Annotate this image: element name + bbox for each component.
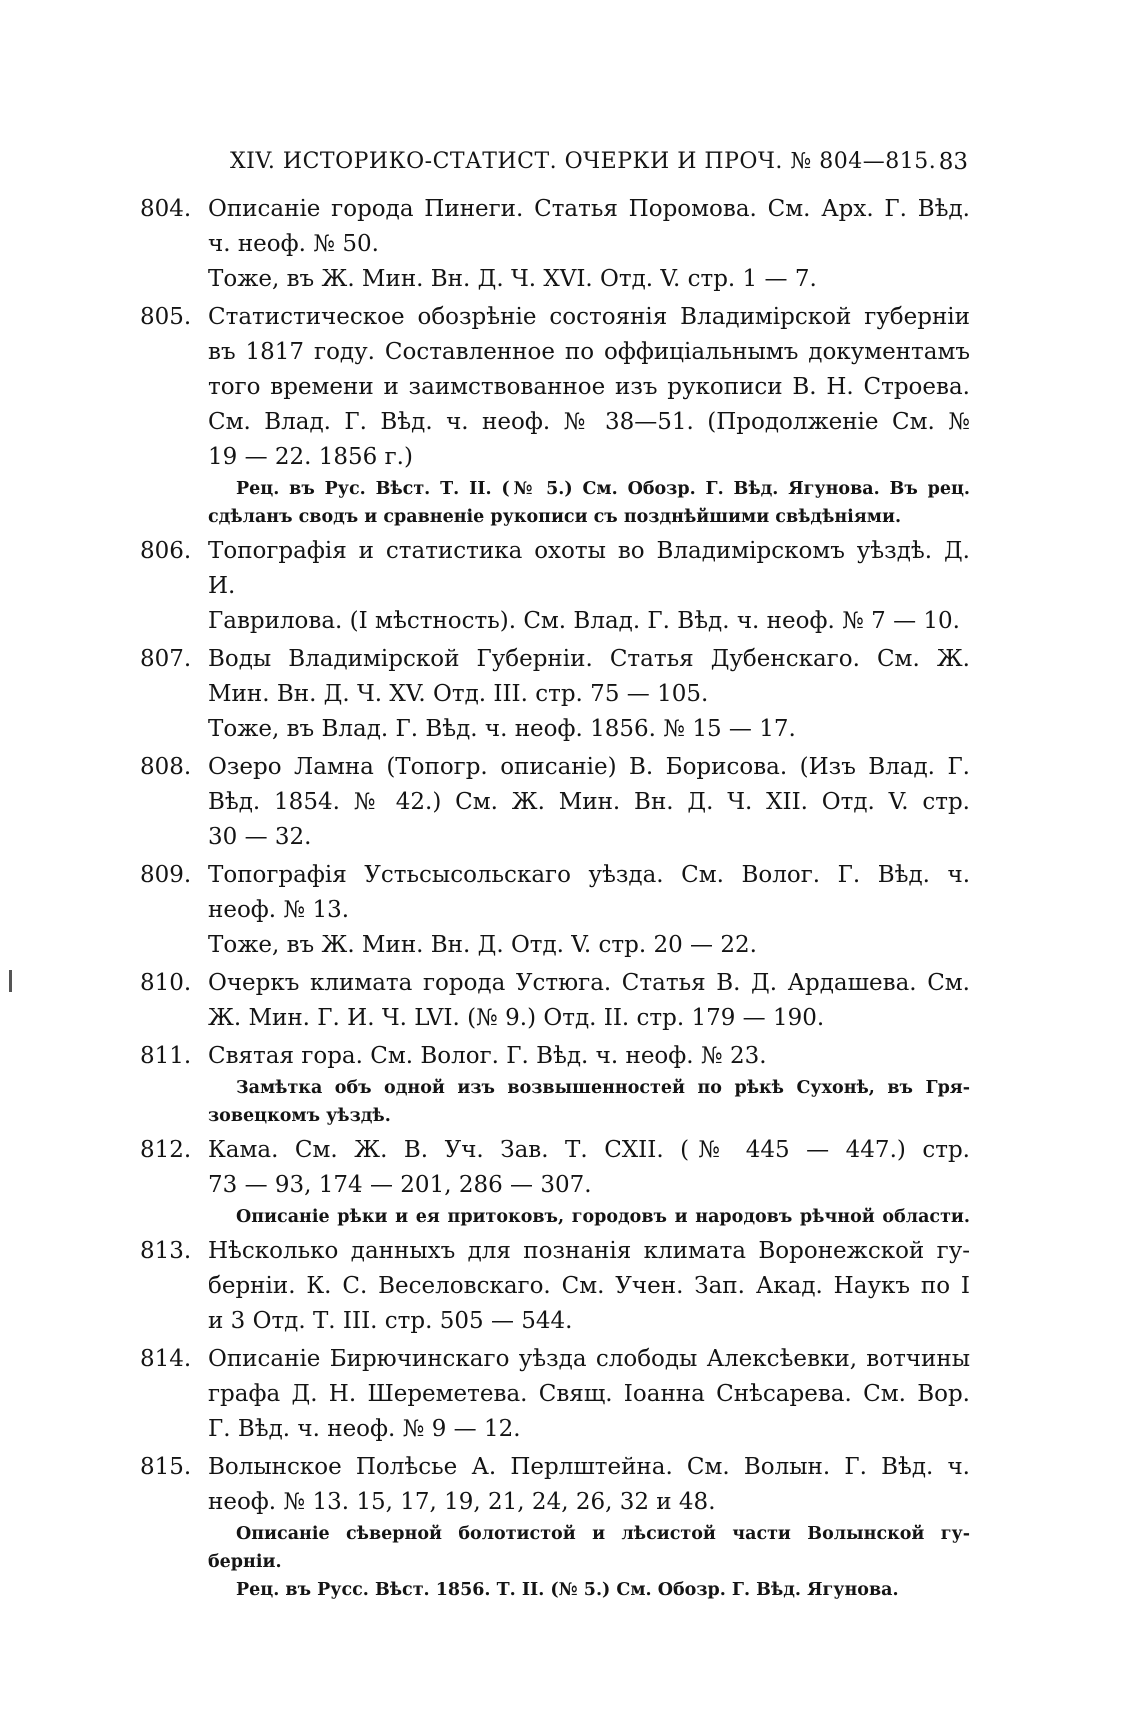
entry-815 — [140, 1450, 970, 1604]
entry-line: Топографія и статистика охоты во Владимірскомъ уѣздѣ. Д. И. — [208, 538, 970, 599]
entry-note: берніи. — [208, 1552, 282, 1572]
entry-note: Описаніе сѣверной болотистой и лѣсистой части Волынской гу- — [236, 1524, 970, 1544]
entry-line: Нѣсколько данныхъ для познанія климата Воронежской гу- — [208, 1238, 970, 1264]
entry-number: 815. — [140, 1454, 192, 1480]
entry-line: ч. неоф. № 50. — [208, 231, 379, 257]
entry-line: Очеркъ климата города Устюга. Статья В. Д. Ардашева. См. — [208, 970, 970, 996]
entry-line: неоф. № 13. — [208, 897, 350, 923]
entry-line: Тоже, въ Влад. Г. Вѣд. ч. неоф. 1856. № 15 — 17. — [208, 716, 796, 742]
entry-number: 811. — [140, 1043, 192, 1069]
entry-note: сдѣланъ сводъ и сравненіе рукописи съ позднѣйшими свѣдѣніями. — [208, 507, 902, 527]
entry-line: Тоже, въ Ж. Мин. Вн. Д. Отд. V. стр. 20 — 22. — [208, 932, 757, 958]
entry-note: зовецкомъ уѣздѣ. — [208, 1106, 391, 1126]
entry-line: Кама. См. Ж. В. Уч. Зав. Т. CXII. (№ 445 — 447.) стр. — [208, 1137, 970, 1163]
entry-806 — [140, 534, 970, 639]
entry-number: 808. — [140, 754, 192, 780]
entry-line: Ж. Мин. Г. И. Ч. LVI. (№ 9.) Отд. II. стр. 179 — 190. — [208, 1005, 825, 1031]
entry-line: Статистическое обозрѣніе состоянія Владимірской губерніи — [208, 304, 970, 330]
entry-line: Волынское Полѣсье А. Перлштейна. См. Волын. Г. Вѣд. ч. — [208, 1454, 970, 1480]
entry-line: Описаніе Бирючинскаго уѣзда слободы Алексѣевки, вотчины — [208, 1346, 970, 1372]
entry-line: Тоже, въ Ж. Мин. Вн. Д. Ч. XVI. Отд. V. стр. 1 — 7. — [208, 266, 817, 292]
entry-line: Воды Владимірской Губерніи. Статья Дубенскаго. См. Ж. — [208, 646, 970, 672]
entry-note: Рец. въ Русс. Вѣст. 1856. Т. II. (№ 5.) См. Обозр. Г. Вѣд. Ягунова. — [236, 1580, 899, 1600]
entry-number: 804. — [140, 196, 192, 222]
entry-note: Замѣтка объ одной изъ возвышенностей по рѣкѣ Сухонѣ, въ Гря- — [236, 1078, 970, 1098]
entry-814 — [140, 1342, 970, 1447]
running-title: XIV. ИСТОРИКО-СТАТИСТ. ОЧЕРКИ И ПРОЧ. № 804—815. — [230, 149, 937, 174]
entry-line: 19 — 22. 1856 г.) — [208, 444, 413, 470]
entry-line: Описаніе города Пинеги. Статья Поромова. См. Арх. Г. Вѣд. — [208, 196, 970, 222]
bibliography-list — [140, 192, 970, 1607]
entry-line: Святая гора. См. Волог. Г. Вѣд. ч. неоф. № 23. — [208, 1043, 767, 1069]
entry-number: 809. — [140, 862, 192, 888]
entry-line: графа Д. Н. Шереметева. Свящ. Іоанна Снѣсарева. См. Вор. — [208, 1381, 970, 1407]
entry-line: Мин. Вн. Д. Ч. XV. Отд. III. стр. 75 — 105. — [208, 681, 709, 707]
entry-811 — [140, 1039, 970, 1130]
entry-809 — [140, 858, 970, 963]
entry-813 — [140, 1234, 970, 1339]
entry-804 — [140, 192, 970, 297]
scan-edge-mark — [9, 970, 12, 992]
entry-line: Озеро Ламна (Топогр. описаніе) В. Борисова. (Изъ Влад. Г. — [208, 754, 970, 780]
entry-line: Вѣд. 1854. № 42.) См. Ж. Мин. Вн. Д. Ч. XII. Отд. V. стр. — [208, 789, 970, 815]
entry-line: 73 — 93, 174 — 201, 286 — 307. — [208, 1172, 592, 1198]
entry-number: 812. — [140, 1137, 192, 1163]
entry-line: и 3 Отд. Т. III. стр. 505 — 544. — [208, 1308, 573, 1334]
entry-line: неоф. № 13. 15, 17, 19, 21, 24, 26, 32 и 48. — [208, 1489, 716, 1515]
running-header — [230, 146, 968, 178]
entry-808 — [140, 750, 970, 855]
entry-line: въ 1817 году. Составленное по оффиціальнымъ документамъ — [208, 339, 970, 365]
entry-line: Гаврилова. (I мѣстность). См. Влад. Г. Вѣд. ч. неоф. № 7 — 10. — [208, 608, 960, 634]
entry-line: Г. Вѣд. ч. неоф. № 9 — 12. — [208, 1416, 521, 1442]
entry-number: 814. — [140, 1346, 192, 1372]
entry-number: 805. — [140, 304, 192, 330]
entry-810 — [140, 966, 970, 1036]
entry-number: 807. — [140, 646, 192, 672]
entry-line: 30 — 32. — [208, 824, 312, 850]
entry-805 — [140, 300, 970, 531]
entry-line: берніи. К. С. Веселовскаго. См. Учен. Зап. Акад. Наукъ по I — [208, 1273, 970, 1299]
entry-number: 810. — [140, 970, 192, 996]
entry-number: 806. — [140, 538, 192, 564]
entry-line: См. Влад. Г. Вѣд. ч. неоф. № 38—51. (Продолженіе См. № — [208, 409, 970, 435]
entry-812 — [140, 1133, 970, 1231]
entry-line: Топографія Устьсысольскаго уѣзда. См. Волог. Г. Вѣд. ч. — [208, 862, 970, 888]
entry-number: 813. — [140, 1238, 192, 1264]
page-number: 83 — [938, 149, 968, 175]
entry-note: Описаніе рѣки и ея притоковъ, городовъ и народовъ рѣчной области. — [236, 1207, 970, 1227]
entry-807 — [140, 642, 970, 747]
entry-note: Рец. въ Рус. Вѣст. Т. II. (№ 5.) См. Обозр. Г. Вѣд. Ягунова. Въ рец. — [236, 479, 970, 499]
entry-line: того времени и заимствованное изъ рукописи В. Н. Строева. — [208, 374, 970, 400]
